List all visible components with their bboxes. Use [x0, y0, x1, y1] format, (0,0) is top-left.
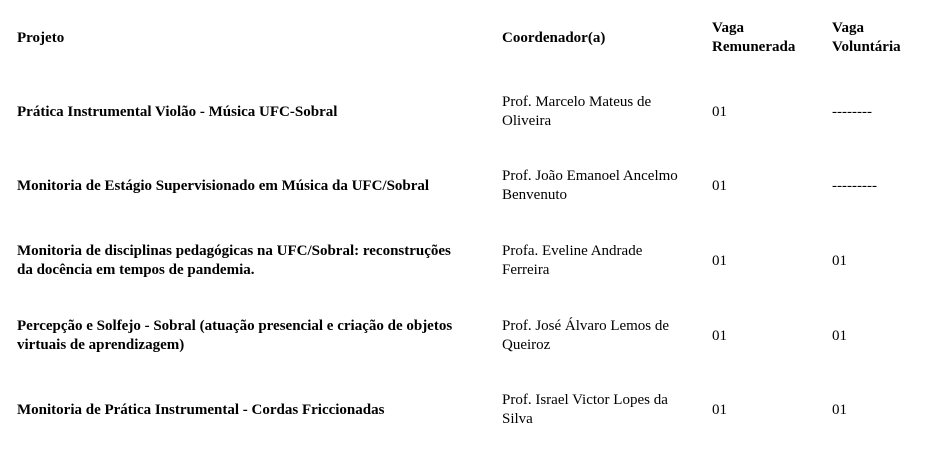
- project-name-line1: Monitoria de disciplinas pedagógicas na UFC/Sobral: reconstruções: [17, 243, 451, 259]
- coordinator-line1: Prof. João Emanoel Ancelmo: [502, 168, 678, 184]
- header-volunteer-line2: Voluntária: [832, 39, 901, 55]
- project-name: Prática Instrumental Violão - Música UFC-Sobral: [17, 103, 338, 120]
- volunteer-cell: [832, 166, 942, 206]
- volunteer-value: 01: [832, 252, 847, 269]
- coordinator-cell: [502, 166, 697, 206]
- coordinator-cell: [502, 241, 697, 281]
- paid-value: 01: [712, 177, 727, 194]
- coordinator-line2: Ferreira: [502, 262, 550, 278]
- coordinator-cell: [502, 316, 697, 356]
- table-row: [0, 316, 947, 356]
- coordinator-line1: Prof. José Álvaro Lemos de: [502, 318, 670, 334]
- volunteer-value: --------: [832, 103, 872, 120]
- project-name-line1: Percepção e Solfejo - Sobral (atuação presencial e criação de objetos: [17, 318, 453, 334]
- coordinator-line1: Profa. Eveline Andrade: [502, 243, 643, 259]
- table-row: [0, 92, 947, 132]
- table-row: [0, 390, 947, 430]
- project-cell: [17, 166, 492, 206]
- paid-value: 01: [712, 327, 727, 344]
- coordinator-cell: [502, 92, 697, 132]
- project-name: Monitoria de Prática Instrumental - Cordas Friccionadas: [17, 401, 385, 418]
- table-row: [0, 166, 947, 206]
- project-cell: [17, 390, 492, 430]
- volunteer-cell: [832, 92, 942, 132]
- project-name: Monitoria de Estágio Supervisionado em Música da UFC/Sobral: [17, 177, 430, 194]
- coordinator-cell: [502, 390, 697, 430]
- header-paid-vacancy: [712, 18, 822, 58]
- project-cell: [17, 92, 492, 132]
- header-paid-line1: Vaga: [712, 20, 744, 36]
- paid-value: 01: [712, 252, 727, 269]
- paid-value: 01: [712, 103, 727, 120]
- volunteer-value: 01: [832, 401, 847, 418]
- header-project: [17, 18, 492, 58]
- volunteer-cell: [832, 390, 942, 430]
- header-coordinator: [502, 18, 697, 58]
- paid-cell: [712, 316, 822, 356]
- volunteer-value: 01: [832, 327, 847, 344]
- paid-cell: [712, 92, 822, 132]
- paid-cell: [712, 241, 822, 281]
- header-project-label: Projeto: [17, 29, 65, 46]
- paid-cell: [712, 390, 822, 430]
- project-name-line2: da docência em tempos de pandemia.: [17, 262, 255, 278]
- volunteer-value: ---------: [832, 177, 877, 194]
- coordinator-line2: Queiroz: [502, 337, 551, 353]
- header-volunteer-vacancy: [832, 18, 942, 58]
- header-paid-line2: Remunerada: [712, 39, 796, 55]
- coordinator-line2: Benvenuto: [502, 187, 567, 203]
- coordinator-line1: Prof. Marcelo Mateus de: [502, 94, 652, 110]
- volunteer-cell: [832, 241, 942, 281]
- header-volunteer-line1: Vaga: [832, 20, 864, 36]
- coordinator-line2: Silva: [502, 411, 533, 427]
- project-cell: [17, 241, 492, 281]
- table-header-row: [0, 18, 947, 58]
- header-coordinator-label: Coordenador(a): [502, 29, 606, 46]
- paid-cell: [712, 166, 822, 206]
- project-cell: [17, 316, 492, 356]
- coordinator-line2: Oliveira: [502, 113, 552, 129]
- coordinator-line1: Prof. Israel Victor Lopes da: [502, 392, 668, 408]
- project-name-line2: virtuais de aprendizagem): [17, 337, 185, 353]
- volunteer-cell: [832, 316, 942, 356]
- table-row: [0, 241, 947, 281]
- paid-value: 01: [712, 401, 727, 418]
